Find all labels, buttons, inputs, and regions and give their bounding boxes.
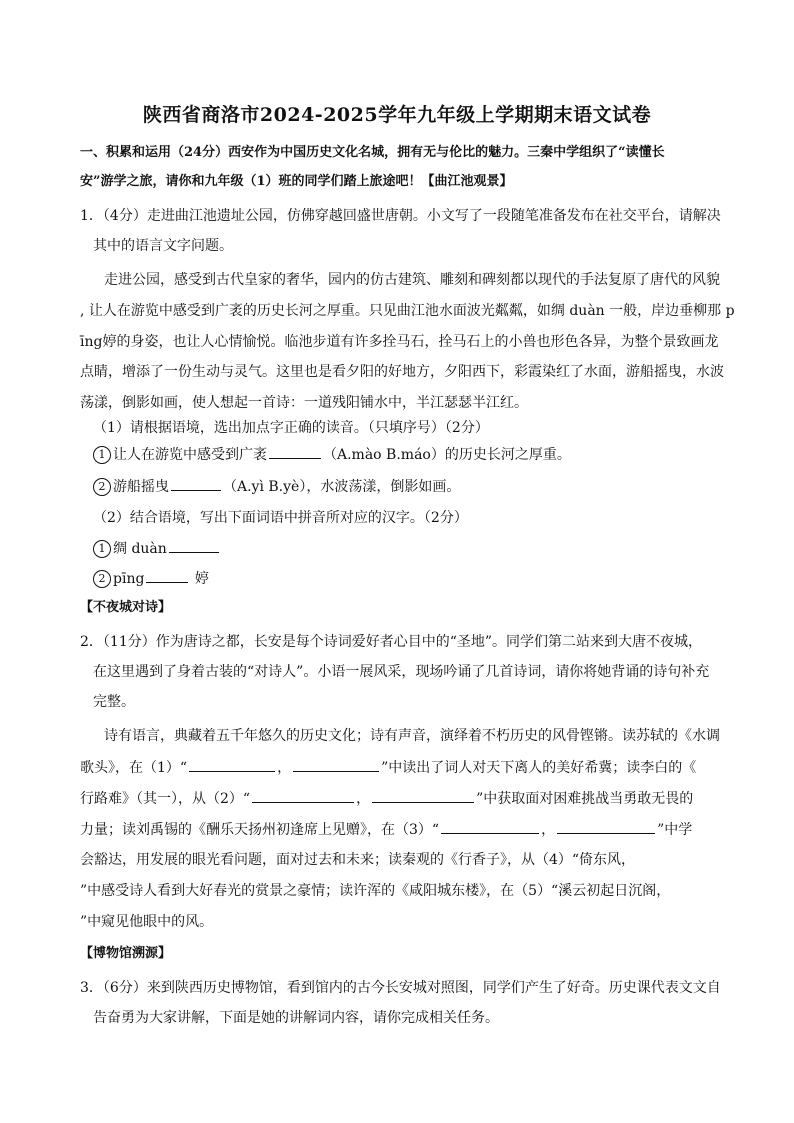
q3-line1: 3．（6分）来到陕西历史博物馆，看到馆内的古今长安城对照图，同学们产生了好奇。历史课代表文文自 xyxy=(80,980,721,996)
q2-p3-text-c: ”中获取面对困难挑战当勇敢无畏的 xyxy=(476,791,694,807)
q1-line1: 1．（4分）走进曲江池遗址公园，仿佛穿越回盛世唐朝。小文写了一段随笔准备发布在社交平台，请解决 xyxy=(80,208,721,224)
circled-number-1: 1 xyxy=(93,446,111,464)
q2-para-line6: ”中感受诗人看到大好春光的赏景之豪情；读许浑的《咸阳城东楼》，在（5）“溪云初起日沉阁， xyxy=(80,883,671,899)
q2-p4-comma: ， xyxy=(541,822,556,838)
q2-para-line2 xyxy=(80,757,696,778)
q2-para-line1: 诗有语言，典藏着五千年悠久的历史文化；诗有声音，演绎着不朽历史的风骨铿锵。读苏轼的《水调 xyxy=(104,728,720,744)
section-header-museum: 【博物馆溯源】 xyxy=(80,946,172,961)
circled-number-2: 2 xyxy=(93,478,111,496)
q3-line2: 告奋勇为大家讲解，下面是她的讲解词内容，请你完成相关任务。 xyxy=(93,1010,499,1026)
q1-item2-text-b: （A.yì B.yè），水波荡漾，倒影如画。 xyxy=(223,479,461,495)
q1-item3-text: 绸 duàn xyxy=(113,541,167,557)
q1-para-line3: īng婷的身姿，也让人心情愉悦。临池步道有许多拴马石，拴马石上的小兽也形色各异，为整个景致画龙 xyxy=(80,334,719,350)
q1-item1-text-a: 让人在游览中感受到广袤 xyxy=(113,447,267,463)
q1-item1 xyxy=(93,444,571,465)
q2-p2-text-c: ”中读出了词人对天下离人的美好希冀；读李白的《 xyxy=(381,760,697,776)
q1-sub2: （2）结合语境，写出下面词语中拼音所对应的汉字。（2分） xyxy=(93,510,468,526)
q1-item4-text-a: pīng xyxy=(113,571,145,587)
q1-para-line5: 荡漾，倒影如画，使人想起一首诗：一道残阳铺水中，半江瑟瑟半江红。 xyxy=(80,395,528,411)
q1-item3 xyxy=(93,538,221,559)
q1-item4-text-b: 婷 xyxy=(194,571,209,587)
section-header-bye-city: 【不夜城对诗】 xyxy=(80,600,172,615)
q2-para-line3 xyxy=(80,788,693,809)
q1-item2-text-a: 游船摇曳 xyxy=(113,479,169,495)
poem-blank-2b[interactable] xyxy=(372,788,474,803)
q2-p2-text-a: 歌头》，在（1）“ xyxy=(80,760,188,776)
q1-item2 xyxy=(93,476,460,497)
q1-sub1: （1）请根据语境，选出加点字正确的读音。（只填序号）（2分） xyxy=(93,420,489,436)
answer-blank[interactable] xyxy=(146,568,188,583)
answer-blank[interactable] xyxy=(169,538,219,553)
poem-blank-2a[interactable] xyxy=(252,788,354,803)
q2-para-line4 xyxy=(80,819,692,840)
q2-p3-comma: ， xyxy=(356,791,371,807)
page-title: 陕西省商洛市2024-2025学年九年级上学期期末语文试卷 xyxy=(142,104,652,126)
q2-p4-text-c: ”中学 xyxy=(657,822,693,838)
circled-number-1: 1 xyxy=(93,540,111,558)
q2-para-line7: ”中窥见他眼中的风。 xyxy=(80,914,214,930)
circled-number-2: 2 xyxy=(93,570,111,588)
q2-p2-comma: ， xyxy=(277,760,292,776)
poem-blank-3a[interactable] xyxy=(441,819,539,834)
q1-item1-text-b: （A.mào B.máo）的历史长河之厚重。 xyxy=(323,447,571,463)
q2-line3: 完整。 xyxy=(93,694,135,710)
q2-line2: 在这里遇到了身着古装的“对诗人”。小语一展风采，现场吟诵了几首诗词，请你将她背诵的诗句补充 xyxy=(93,664,710,680)
section1-line2: 安”游学之旅，请你和九年级（1）班的同学们踏上旅途吧！【曲江池观景】 xyxy=(80,174,513,189)
q2-p3-text-a: 行路难》（其一），从（2）“ xyxy=(80,791,251,807)
q1-para-line1: 走进公园，感受到古代皇家的奢华，园内的仿古建筑、雕刻和碑刻都以现代的手法复原了唐代的风貌 xyxy=(104,272,720,288)
q1-para-line2: , 让人在游览中感受到广袤的历史长河之厚重。只见曲江池水面波光粼粼，如绸 duàn 一般，岸边垂柳那 p xyxy=(80,303,735,319)
q1-para-line4: 点睛，增添了一份生动与灵气。这里也是看夕阳的好地方，夕阳西下，彩霞染红了水面，游船摇曳，水波 xyxy=(80,364,724,380)
q2-para-line5: 会豁达，用发展的眼光看问题，面对过去和未来；读秦观的《行香子》，从（4）“倚东风， xyxy=(80,852,636,868)
q2-line1: 2．（11分）作为唐诗之都，长安是每个诗词爱好者心目中的“圣地”。同学们第二站来到大唐不夜城， xyxy=(80,634,703,650)
q1-line2: 其中的语言文字问题。 xyxy=(93,238,233,254)
q2-p4-text-a: 力量；读刘禹锡的《酬乐天扬州初逢席上见赠》，在（3）“ xyxy=(80,822,440,838)
poem-blank-1a[interactable] xyxy=(189,757,275,772)
q1-item4 xyxy=(93,568,209,589)
poem-blank-3b[interactable] xyxy=(557,819,655,834)
answer-blank[interactable] xyxy=(269,444,321,459)
section1-line1: 一、积累和运用（24分）西安作为中国历史文化名城，拥有无与伦比的魅力。三秦中学组织了“读懂长 xyxy=(80,145,665,160)
answer-blank[interactable] xyxy=(171,476,221,491)
poem-blank-1b[interactable] xyxy=(293,757,379,772)
